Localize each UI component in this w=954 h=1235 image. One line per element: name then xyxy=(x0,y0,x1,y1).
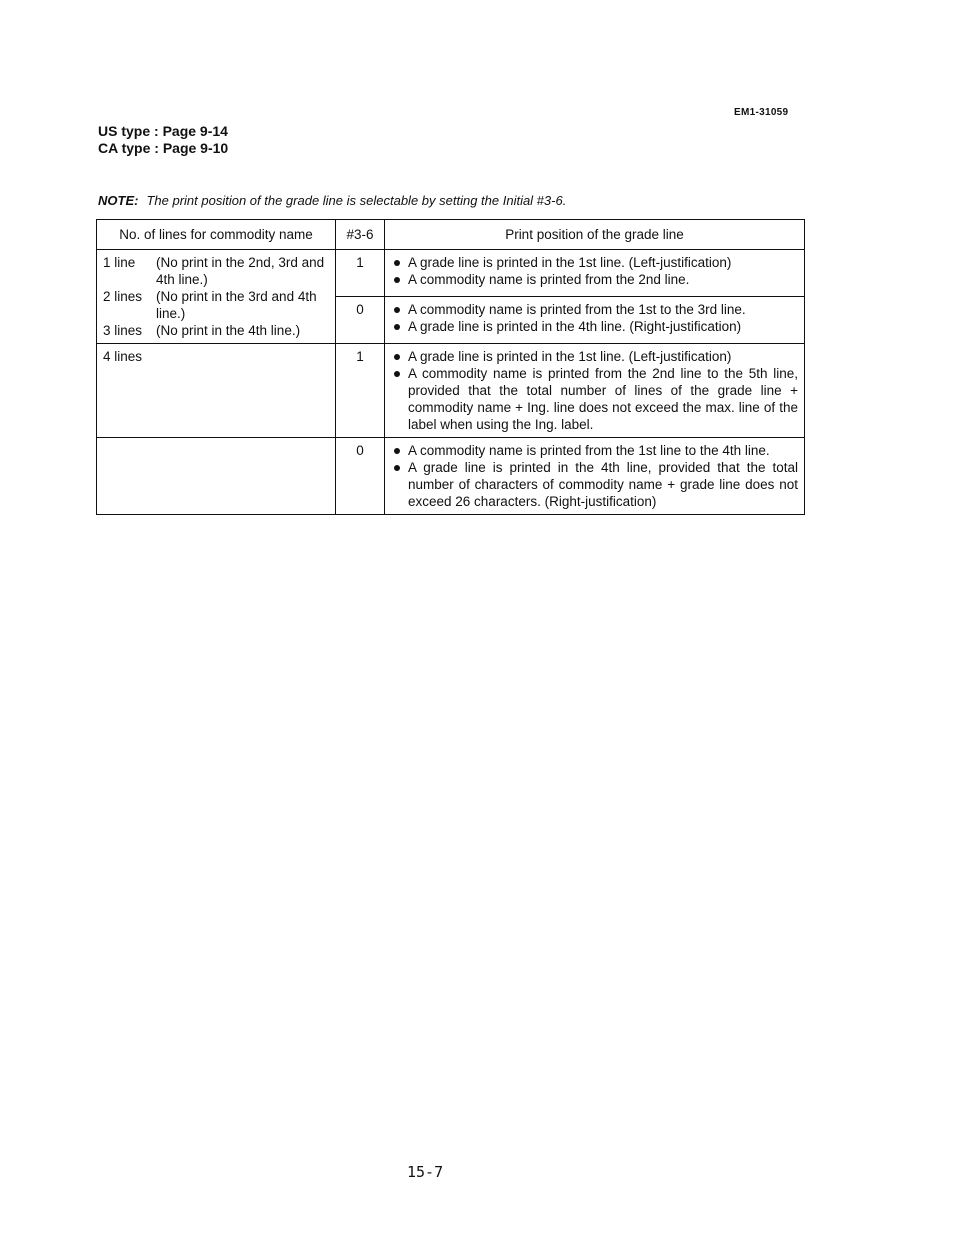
position-description xyxy=(385,250,805,297)
bullet-list xyxy=(391,348,798,433)
note-text: The print position of the grade line is selectable by setting the Initial #3-6. xyxy=(146,193,567,208)
list-item: A grade line is printed in the 4th line. (Right-justification) xyxy=(391,318,798,335)
line-count-note: (No print in the 3rd and 4th line.) xyxy=(156,289,317,321)
line-count: 1 line xyxy=(103,255,136,270)
note-label: NOTE: xyxy=(98,193,139,208)
ca-type-reference: CA type : Page 9-10 xyxy=(98,140,229,156)
bullet-list xyxy=(391,254,798,288)
lines-cell-4-continued xyxy=(97,438,336,515)
line-count-entry xyxy=(103,254,329,288)
page-number: 15-7 xyxy=(407,1163,444,1181)
us-type-reference: US type : Page 9-14 xyxy=(98,123,228,139)
grade-line-position-table xyxy=(96,219,805,515)
line-count-entry xyxy=(103,288,329,322)
lines-cell-1-to-3 xyxy=(97,250,336,344)
line-count: 3 lines xyxy=(103,323,143,338)
list-item: A commodity name is printed from the 2nd line. xyxy=(391,271,798,288)
document-id: EM1-31059 xyxy=(734,107,789,118)
table-row xyxy=(97,438,805,515)
position-description xyxy=(385,438,805,515)
position-description xyxy=(385,344,805,438)
table-row xyxy=(97,344,805,438)
table-header-row xyxy=(97,220,805,250)
setting-value: 1 xyxy=(336,344,385,438)
list-item: A grade line is printed in the 4th line, provided that the total number of characters of commodity name + grade line does not exceed 26 characters. (Right-justification) xyxy=(391,459,798,510)
setting-value: 0 xyxy=(336,438,385,515)
line-count-note: (No print in the 4th line.) xyxy=(156,323,301,338)
line-count-note: (No print in the 2nd, 3rd and 4th line.) xyxy=(156,255,325,287)
setting-value: 1 xyxy=(336,250,385,297)
note xyxy=(98,193,566,208)
lines-cell-4: 4 lines xyxy=(97,344,336,438)
list-item: A grade line is printed in the 1st line. (Left-justification) xyxy=(391,348,798,365)
header-position-column: Print position of the grade line xyxy=(385,220,805,250)
list-item: A grade line is printed in the 1st line. (Left-justification) xyxy=(391,254,798,271)
position-description xyxy=(385,297,805,344)
line-count: 2 lines xyxy=(103,289,143,304)
list-item: A commodity name is printed from the 2nd line to the 5th line, provided that the total number of lines of the grade line + commodity name + Ing. line does not exceed the max. line of the label when using the Ing. label. xyxy=(391,365,798,433)
list-item: A commodity name is printed from the 1st to the 3rd line. xyxy=(391,301,798,318)
header-setting-column: #3-6 xyxy=(336,220,385,250)
header-lines-column: No. of lines for commodity name xyxy=(97,220,336,250)
setting-value: 0 xyxy=(336,297,385,344)
table-row xyxy=(97,250,805,297)
line-count-entry xyxy=(103,322,329,339)
bullet-list xyxy=(391,442,798,510)
list-item: A commodity name is printed from the 1st line to the 4th line. xyxy=(391,442,798,459)
bullet-list xyxy=(391,301,798,335)
